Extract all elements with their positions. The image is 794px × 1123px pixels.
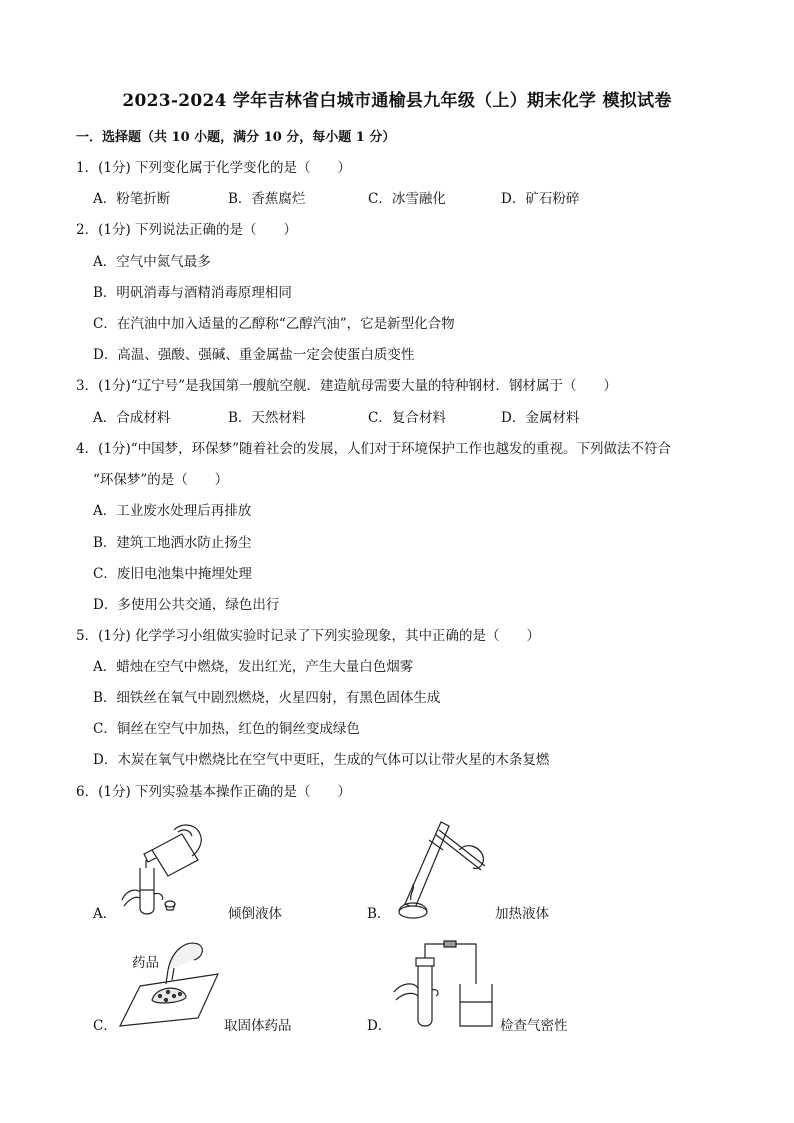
- option-c: C．废旧电池集中掩埋处理: [93, 566, 252, 582]
- question-1-stem: 1．(1分) 下列变化属于化学变化的是（ ）: [76, 160, 352, 176]
- option-a: A．合成材料: [93, 410, 171, 426]
- option-a: A．粉笔折断: [93, 191, 171, 207]
- option-a: A．工业废水处理后再排放: [93, 503, 252, 519]
- option-d: D．高温、强酸、强碱、重金属盐一定会使蛋白质变性: [93, 347, 415, 363]
- question-3-stem: 3．(1分)“辽宁号”是我国第一艘航空舰．建造航母需要大量的特种钢材．钢材属于（ ）: [76, 378, 618, 394]
- option-d: D．矿石粉碎: [501, 191, 580, 207]
- option-c: C．复合材料: [368, 410, 446, 426]
- option-b: B．细铁丝在氧气中剧烈燃烧，火星四射，有黑色固体生成: [93, 690, 441, 706]
- figure-d-caption: 检查气密性: [500, 1018, 568, 1034]
- question-4-stem-continued: “环保梦”的是（ ）: [93, 472, 229, 488]
- figure-d-letter: D．: [367, 1018, 392, 1034]
- question-3-options: [93, 406, 693, 424]
- option-b: B．明矾消毒与酒精消毒原理相同: [93, 285, 292, 301]
- question-1-options: [93, 187, 693, 205]
- question-6-stem: 6．(1分) 下列实验基本操作正确的是（ ）: [76, 784, 352, 800]
- option-b: B．天然材料: [228, 410, 306, 426]
- figure-a-letter: A．: [93, 906, 117, 922]
- option-b: B．建筑工地洒水防止扬尘: [93, 535, 252, 551]
- figure-b-caption: 加热液体: [495, 906, 549, 922]
- figure-a-caption: 倾倒液体: [228, 906, 282, 922]
- heating-liquid-figure: [385, 812, 495, 922]
- taking-solid-figure: [116, 930, 226, 1030]
- pouring-liquid-figure: [112, 820, 222, 920]
- option-c: C．铜丝在空气中加热，红色的铜丝变成绿色: [93, 721, 360, 737]
- figure-c-letter: C．: [93, 1018, 117, 1034]
- figure-b-letter: B．: [367, 906, 391, 922]
- figure-c-caption: 取固体药品: [224, 1018, 292, 1034]
- question-4-stem: 4．(1分)“中国梦，环保梦”随着社会的发展，人们对于环境保护工作也越发的重视。下列做法不符合: [76, 441, 672, 457]
- option-c: C．冰雪融化: [368, 191, 446, 207]
- page-title: 2023-2024 学年吉林省白城市通榆县九年级（上）期末化学 模拟试卷: [122, 91, 672, 111]
- question-5-stem: 5．(1分) 化学学习小组做实验时记录了下列实验现象，其中正确的是（ ）: [76, 628, 541, 644]
- option-b: B．香蕉腐烂: [228, 191, 306, 207]
- option-d: D．木炭在氧气中燃烧比在空气中更旺，生成的气体可以让带火星的木条复燃: [93, 752, 550, 768]
- option-d: D．多使用公共交通，绿色出行: [93, 597, 280, 613]
- option-a: A．蜡烛在空气中燃烧，发出红光，产生大量白色烟雾: [93, 659, 414, 675]
- section-heading: 一．选择题（共 10 小题，满分 10 分，每小题 1 分）: [76, 130, 396, 145]
- option-c: C．在汽油中加入适量的乙醇称“乙醇汽油”，它是新型化合物: [93, 316, 455, 332]
- question-2-stem: 2．(1分) 下列说法正确的是（ ）: [76, 222, 298, 238]
- option-d: D．金属材料: [501, 410, 580, 426]
- airtightness-figure: [392, 938, 502, 1032]
- option-a: A．空气中氮气最多: [93, 254, 211, 270]
- figure-c-inner-label: 药品: [132, 955, 159, 971]
